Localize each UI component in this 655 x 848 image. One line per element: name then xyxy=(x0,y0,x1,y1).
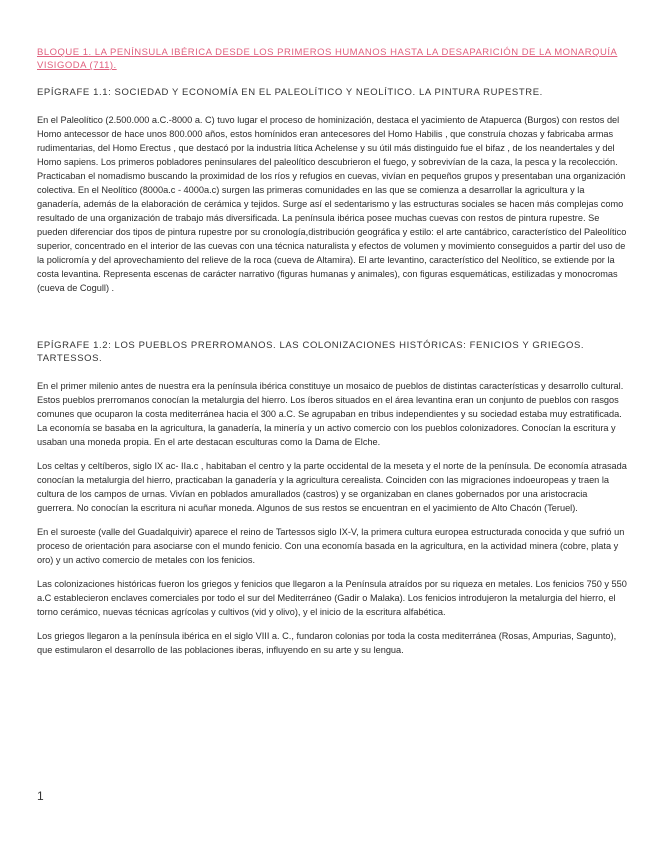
page-number: 1 xyxy=(37,789,44,803)
section-spacer xyxy=(37,305,627,339)
paragraph: Los griegos llegaron a la península ibérica en el siglo VIII a. C., fundaron colonias por toda la costa mediterránea (Rosas, Ampurias, Sagunto), que estimularon el desarrollo de las poblaciones iberas, influyendo en su arte y su lengua. xyxy=(37,631,617,655)
section-epigrafe-1-1 xyxy=(37,86,627,295)
document-page xyxy=(37,46,627,667)
section-title: EPÍGRAFE 1.2: LOS PUEBLOS PRERROMANOS. LAS COLONIZACIONES HISTÓRICAS: FENICIOS Y GRIEGOS. TARTESSOS. xyxy=(37,340,585,364)
paragraph: En el suroeste (valle del Guadalquivir) aparece el reino de Tartessos siglo IX-V, la primera cultura europea estructurada conocida y que sufrió un proceso de orientación para asociarse con el mundo fenicio. Con una economía basada en la agricultura, en la actividad minera (cobre, plata y oro) y un activo comercio de metales con los fenicios. xyxy=(37,527,625,565)
paragraph: Los celtas y celtíberos, siglo IX ac- IIa.c , habitaban el centro y la parte occidental de la meseta y el norte de la península. De economía atrasada conocían la metalurgia del hierro, practicaban la ganadería y la agricultura cerealista. Coinciden con las migraciones indoeuropeas y traen la cultura de los campos de urnas. Vivían en poblados amurallados (castros) y se organizaban en clanes gobernados por una aristocracia guerrera. No conocían la escritura ni acuñar moneda. Algunos de sus restos se encuentran en el yacimiento de Alto Chacón (Teruel). xyxy=(37,461,627,513)
section-epigrafe-1-2 xyxy=(37,339,627,657)
block-title[interactable]: BLOQUE 1. LA PENÍNSULA IBÉRICA DESDE LOS PRIMEROS HUMANOS HASTA LA DESAPARICIÓN DE LA MONARQUÍA VISIGODA (711). xyxy=(37,47,618,71)
paragraph: En el primer milenio antes de nuestra era la península ibérica constituye un mosaico de pueblos de distintas características y desarrollo cultural. Estos pueblos prerromanos conocían la metalurgia del hierro. Los íberos situados en el área levantina eran un conjunto de pueblos con rasgos comunes que ocuparon la costa mediterránea hacia el 300 a.C. Se agrupaban en tribus independientes y su sociedad estaba muy estratificada. La economía se basaba en la agricultura, la ganadería, la minería y un activo comercio con los pueblos colonizadores. Conocían la escritura y usaban una moneda propia. En el arte destacan esculturas como la Dama de Elche. xyxy=(37,381,624,447)
paragraph: Las colonizaciones históricas fueron los griegos y fenicios que llegaron a la Península atraídos por su riqueza en metales. Los fenicios 750 y 550 a.C establecieron enclaves comerciales por todo el sur del Mediterráneo (Gadir o Malaka). Los fenicios introdujeron la metalurgia del hierro, el torno cerámico, nuevas técnicas agrícolas y cultivos (vid y olivo), y el inicio de la escritura alfabética. xyxy=(37,579,627,617)
paragraph: En el Paleolítico (2.500.000 a.C.-8000 a. C) tuvo lugar el proceso de hominización, destaca el yacimiento de Atapuerca (Burgos) con restos del Homo antecessor de hace unos 800.000 años, estos homínidos eran antecesores del Homo Habilis , que construía chozas y fabricaba armas rudimentarias, del Homo Erectus , que destacó por la industria lítica Achelense y su útil más distinguido fue el bifaz , de los neandertales y del Homo sapiens. Los primeros pobladores peninsulares del paleolítico descubrieron el fuego, y sobrevivían de la caza, la pesca y la recolección. Practicaban el nomadismo buscando la proximidad de los ríos y refugios en cuevas, vivían en pequeños grupos y presentaban una organización colectiva. En el Neolítico (8000a.c - 4000a.c) surgen las primeras comunidades en las que se comienza a desarrollar la agricultura y la ganadería, además de la elaboración de cerámica y tejidos. Surge así el sedentarismo y las estructuras sociales se hacen más complejas como resultado de una organización de trabajo más diversificada. La península ibérica posee muchas cuevas con restos de pintura rupestre. Se pueden diferenciar dos tipos de pintura rupestre por su cronología,distribución geográfica y estilo: el arte cantábrico, característico del Paleolítico superior, concentrado en el interior de las cuevas con una técnica naturalista y efectos de volumen y movimiento conseguidos a partir del uso de la policromía y del aprovechamiento del relieve de la roca (cueva de Altamira). El arte levantino, característico del Neolítico, se extiende por la costa levantina. Representa escenas de carácter narrativo (figuras humanas y animales), con figuras esquemáticas, estilizadas y monocromas (cueva de Cogull) . xyxy=(37,115,627,293)
section-title: EPÍGRAFE 1.1: SOCIEDAD Y ECONOMÍA EN EL PALEOLÍTICO Y NEOLÍTICO. LA PINTURA RUPESTRE. xyxy=(37,87,543,98)
